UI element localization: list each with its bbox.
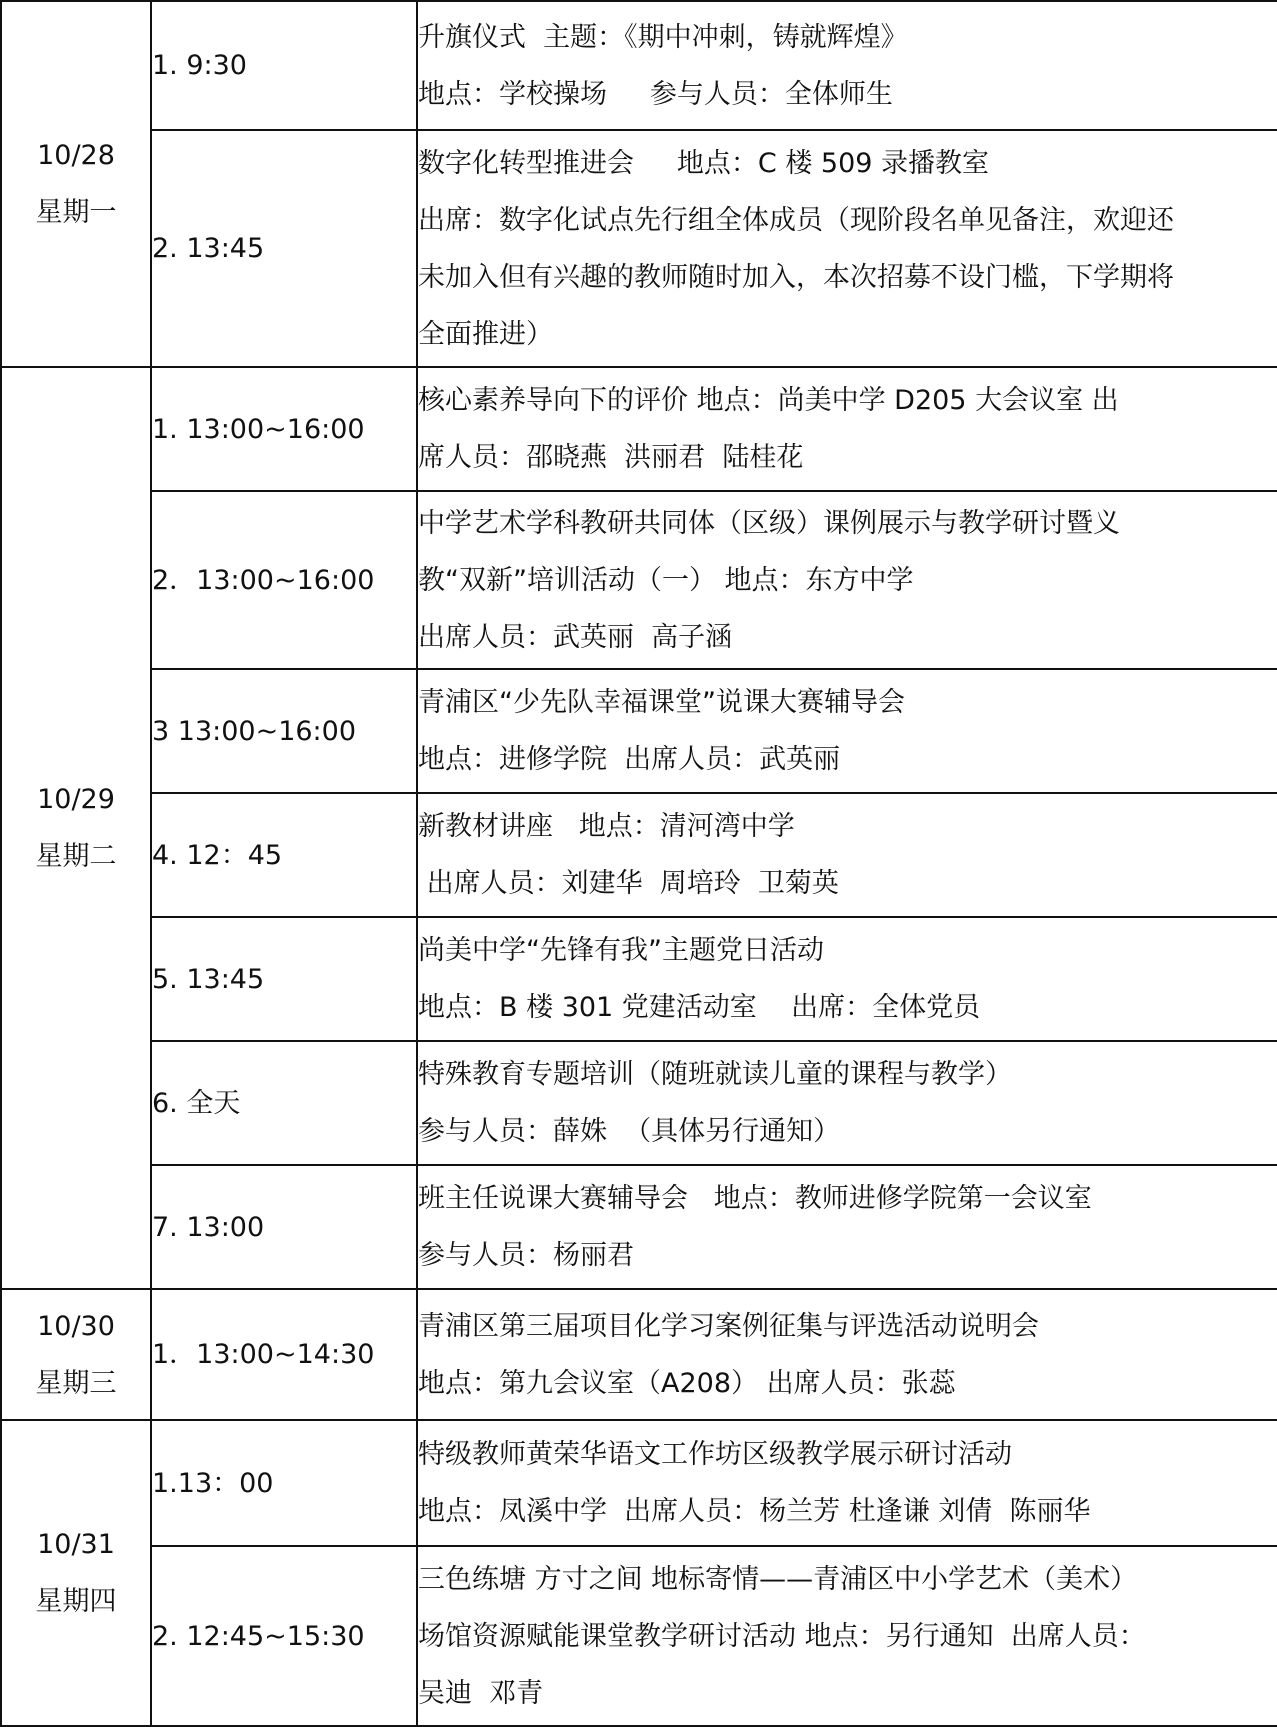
weekday-label: 星期四: [35, 1586, 117, 1617]
event-line: 参与人员：杨丽君: [418, 1240, 634, 1271]
date-label: 10/28: [37, 140, 115, 171]
event-line: 出席人员：刘建华 周培玲 卫菊英: [418, 868, 839, 899]
time-cell: 1.13：00: [151, 1420, 417, 1546]
event-description: [417, 917, 1277, 1041]
event-line: 地点：第九会议室（A208） 出席人员：张蕊: [418, 1367, 956, 1399]
event-line: 核心素养导向下的评价 地点：尚美中学 D205 大会议室 出: [418, 385, 1119, 416]
time-cell: 6. 全天: [151, 1041, 417, 1165]
event-line: 特殊教育专题培训（随班就读儿童的课程与教学）: [418, 1059, 1012, 1090]
time-cell: 1. 13:00~16:00: [151, 367, 417, 491]
table-row: [1, 1165, 1277, 1289]
event-line: 地点：进修学院 出席人员：武英丽: [418, 744, 841, 775]
date-label: 10/29: [37, 784, 115, 815]
event-line: 地点：凤溪中学 出席人员：杨兰芳 杜逢谦 刘倩 陈丽华: [418, 1496, 1091, 1527]
event-line: 中学艺术学科教研共同体（区级）课例展示与教学研讨暨义: [418, 507, 1120, 539]
weekday-label: 星期二: [35, 841, 117, 872]
event-line: 数字化转型推进会 地点：C 楼 509 录播教室: [418, 147, 990, 179]
event-description: [417, 793, 1277, 917]
weekday-label: 星期一: [35, 197, 117, 228]
event-line: 地点：B 楼 301 党建活动室 出席：全体党员: [418, 992, 981, 1023]
event-line: 出席人员：武英丽 高子涵: [418, 621, 733, 653]
time-cell: 2. 12:45~15:30: [151, 1546, 417, 1726]
table-row: [1, 1546, 1277, 1726]
event-line: 地点：学校操场 参与人员：全体师生: [418, 78, 893, 110]
event-line: 班主任说课大赛辅导会 地点：教师进修学院第一会议室: [418, 1183, 1092, 1214]
time-cell: 2．13:00~16:00: [151, 491, 417, 669]
time-cell: 4. 12：45: [151, 793, 417, 917]
date-cell: [1, 367, 151, 1289]
table-row: [1, 491, 1277, 669]
table-row: [1, 1289, 1277, 1420]
event-line: 三色练塘 方寸之间 地标寄情——青浦区中小学艺术（美术）: [418, 1563, 1138, 1595]
table-row: [1, 1420, 1277, 1546]
date-cell: [1, 1, 151, 367]
event-description: [417, 1420, 1277, 1546]
event-line: 特级教师黄荣华语文工作坊区级教学展示研讨活动: [418, 1439, 1012, 1470]
event-description: [417, 491, 1277, 669]
event-line: 尚美中学“先锋有我”主题党日活动: [418, 935, 824, 966]
event-description: [417, 1, 1277, 130]
schedule-body: [1, 1, 1277, 1726]
table-row: [1, 1, 1277, 130]
date-label: 10/30: [37, 1310, 115, 1342]
event-line: 场馆资源赋能课堂教学研讨活动 地点：另行通知 出席人员：: [418, 1620, 1146, 1652]
table-row: [1, 367, 1277, 491]
time-cell: 2. 13:45: [151, 130, 417, 367]
date-cell: [1, 1420, 151, 1726]
event-description: [417, 1289, 1277, 1420]
time-cell: 7. 13:00: [151, 1165, 417, 1289]
event-description: [417, 669, 1277, 793]
event-line: 参与人员：薛姝 （具体另行通知）: [418, 1116, 841, 1147]
table-row: [1, 130, 1277, 367]
date-cell: [1, 1289, 151, 1420]
event-line: 新教材讲座 地点：清河湾中学: [418, 811, 795, 842]
table-row: [1, 1041, 1277, 1165]
event-line: 未加入但有兴趣的教师随时加入，本次招募不设门槛，下学期将: [418, 261, 1174, 293]
event-description: [417, 1165, 1277, 1289]
table-row: [1, 669, 1277, 793]
event-line: 教“双新”培训活动（一） 地点：东方中学: [418, 564, 914, 596]
table-row: [1, 917, 1277, 1041]
time-cell: 5. 13:45: [151, 917, 417, 1041]
event-line: 吴迪 邓青: [418, 1677, 544, 1709]
date-label: 10/31: [37, 1529, 115, 1560]
event-description: [417, 1546, 1277, 1726]
event-description: [417, 367, 1277, 491]
event-line: 出席：数字化试点先行组全体成员（现阶段名单见备注，欢迎还: [418, 204, 1174, 236]
event-line: 升旗仪式 主题：《期中冲刺，铸就辉煌》: [418, 21, 908, 53]
weekday-label: 星期三: [35, 1367, 117, 1399]
event-description: [417, 1041, 1277, 1165]
time-cell: 1. 9:30: [151, 1, 417, 130]
time-cell: 1．13:00~14:30: [151, 1289, 417, 1420]
event-line: 全面推进）: [418, 318, 553, 350]
event-line: 青浦区“少先队幸福课堂”说课大赛辅导会: [418, 687, 905, 718]
time-cell: 3 13:00~16:00: [151, 669, 417, 793]
event-line: 席人员：邵晓燕 洪丽君 陆桂花: [418, 442, 804, 473]
table-row: [1, 793, 1277, 917]
event-description: [417, 130, 1277, 367]
event-line: 青浦区第三届项目化学习案例征集与评选活动说明会: [418, 1310, 1039, 1342]
